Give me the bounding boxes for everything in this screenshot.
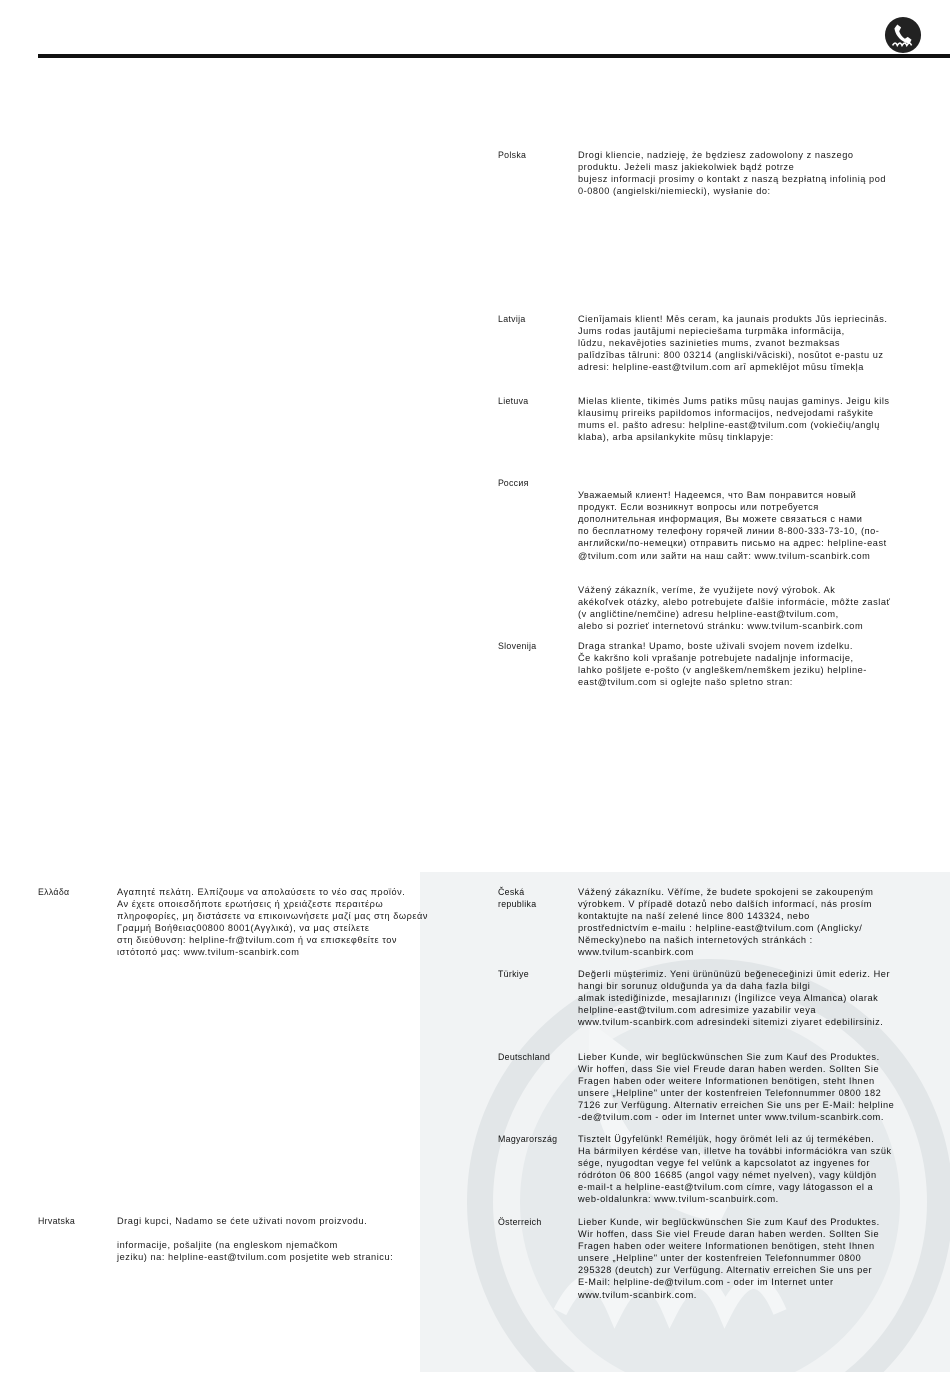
helpline-text: Draga stranka! Upamo, boste uživali svojem novem izdelku. Če kakršno koli vprašanje potrebujete nadaljnje informacije, lahko pošljete e-pošto (v angleškem/nemškem jeziku) helpline- east@tvilum.com si oglejte našo spletno stran: — [578, 641, 867, 688]
country-label: Česká republika — [498, 887, 537, 910]
helpline-text: Уважаемый клиент! Надеемся, что Вам понравится новый продукт. Если возникнут вопросы или потребуется дополнительная информация, Вы можете связаться с нами по бесплатному телефону горячей линии 8-800-333-73-10, (по- английски/по-немецки) отправить письмо на адрес: helpline-east @tvilum.com или зайти на наш сайт: www.tvilum-scanbirk.com — [578, 490, 887, 561]
country-label: Deutschland — [498, 1052, 551, 1062]
helpline-text: Tisztelt Ügyfelünk! Reméljük, hogy örömét leli az új termékében. Ha bármilyen kérdése van, illetve ha további információkra van szük sége, nyugodtan vegye fel velünk a kapcsolatot az ingyenes for ródróton 06 800 16685 (angol vagy német nyelven), vagy küldjön e-mail-t a helpline-east@tvilum.com címre, vagy látogasson el a web-oldalunkra: www.tvilum-scanbuirk.com. — [578, 1134, 892, 1205]
country-label: Ελλάδα — [38, 887, 70, 897]
helpline-text: Αγαπητέ πελάτη. Ελπίζουμε να απολαύσετε το νέο σας προϊόν. Αν έχετε οποιεσδήποτε ερωτήσεις ή χρειάζεστε περαιτέρω πληροφορίες, μη διστάσετε να επικοινωνήσετε μαζί μας στη δωρεάν Γραμμή Βοήθειας00800 8001(Αγγλικά), να μας στείλετε στη διεύθυνση: helpline-fr@tvilum.com ή να επισκεφθείτε τον ιστότοπό μας: www.tvilum-scanbirk.com — [117, 887, 429, 958]
helpline-text: Mielas kliente, tikimės Jums patiks mūsų naujas gaminys. Jeigu kils klausimų prireiks papildomos informacijos, nedvejodami rašykite mums el. pašto adresu: helpline-east@tvilum.com (vokiečių/anglų klaba), arba apsilankykite mūsų tinklapyje: — [578, 396, 890, 443]
country-label: Magyarország — [498, 1134, 558, 1144]
header-rule — [38, 54, 950, 58]
country-label: Hrvatska — [38, 1216, 76, 1226]
helpline-text: Dragi kupci, Nadamo se ćete uživati novom proizvodu. informacije, pošaljite (na engleskom njemačkom jeziku) na: helpline-east@tvilum.com posjetite web stranicu: — [117, 1216, 394, 1263]
helpline-text: Lieber Kunde, wir beglückwünschen Sie zum Kauf des Produktes. Wir hoffen, dass Sie viel Freude daran haben werden. Sollten Sie Fragen haben oder weitere Informationen benötigen, steht Ihnen unsere „Helpline" unter der kostenfreien Telefonnummer 0800 295328 (deutch) zur Verfügung. Alternativ erreichen Sie uns per E-Mail: helpline-de@tvilum.com - oder im Internet unter www.tvilum-scanbirk.com. — [578, 1217, 880, 1300]
helpline-text: Cienījamais klient! Mēs ceram, ka jaunais produkts Jūs iepriecinās. Jums rodas jautājumi nepieciešama turpmāka informācija, lūdzu, nekavējoties sazinieties mums, zvanot bezmaksas palīdzības tālruni: 800 03214 (angliski/vāciski), nosūtot e-pastu uz adresi: helpline-east@tvilum.com arī apmeklējot mūsu tīmekļa — [578, 314, 888, 373]
phone-helpline-icon — [884, 16, 922, 54]
country-label: Россия — [498, 478, 529, 488]
helpline-text: Lieber Kunde, wir beglückwünschen Sie zum Kauf des Produktes. Wir hoffen, dass Sie viel Freude daran haben werden. Sollten Sie Fragen haben oder weitere Informationen benötigen, steht Ihnen unsere „Helpline" unter der kostenfreien Telefonnummer 0800 182 7126 zur Verfügung. Alternativ erreichen Sie uns per E-Mail: helpline -de@tvilum.com - oder im Internet unter www.tvilum-scanbirk.com. — [578, 1052, 895, 1123]
country-label: Slovenija — [498, 641, 537, 651]
country-label: Türkiye — [498, 969, 529, 979]
helpline-text-slovak: Vážený zákazník, veríme, že využijete nový výrobok. Ak akékoľvek otázky, alebo potrebujete ďalšie informácie, môžte zaslať (v angličtine/nemčine) adresu helpline-east@tvilum.com, alebo si pozrieť internetovú stránku: www.tvilum-scanbirk.com — [578, 584, 891, 632]
helpline-text: Vážený zákazníku. Věříme, že budete spokojeni se zakoupeným výrobkem. V případě dotazů nebo dalších informací, nás prosím kontaktujte na naší zelené lince 800 143324, nebo prostřednictvím e-mailu : helpline-east@tvilum.com (Anglicky/ Německy)nebo na našich internetových stránkách : www.tvilum-scanbirk.com — [578, 887, 874, 958]
helpline-text: Drogi kliencie, nadzieję, że będziesz zadowolony z naszego produktu. Jeżeli masz jakiekolwiek bądź potrze bujesz informacji prosimy o kontakt z naszą bezpłatną infolinią pod 0-0800 (angielski/niemiecki), wysłanie do: — [578, 150, 887, 197]
country-label: Lietuva — [498, 396, 529, 406]
country-label: Polska — [498, 150, 527, 160]
country-label: Österreich — [498, 1217, 542, 1227]
country-label: Latvija — [498, 314, 526, 324]
helpline-text: Değerli müşterimiz. Yeni ürününüzü beğeneceğinizi ümit ederiz. Her hangi bir sorunuz olduğunda ya da daha fazla bilgi almak istediğinizde, mesajlarınızı (İngilizce veya Almanca) olarak helpline-east@tvilum.com adresimize yazabilir veya www.tvilum-scanbirk.com adresindeki sitemizi ziyaret edebilirsiniz. — [578, 969, 891, 1028]
